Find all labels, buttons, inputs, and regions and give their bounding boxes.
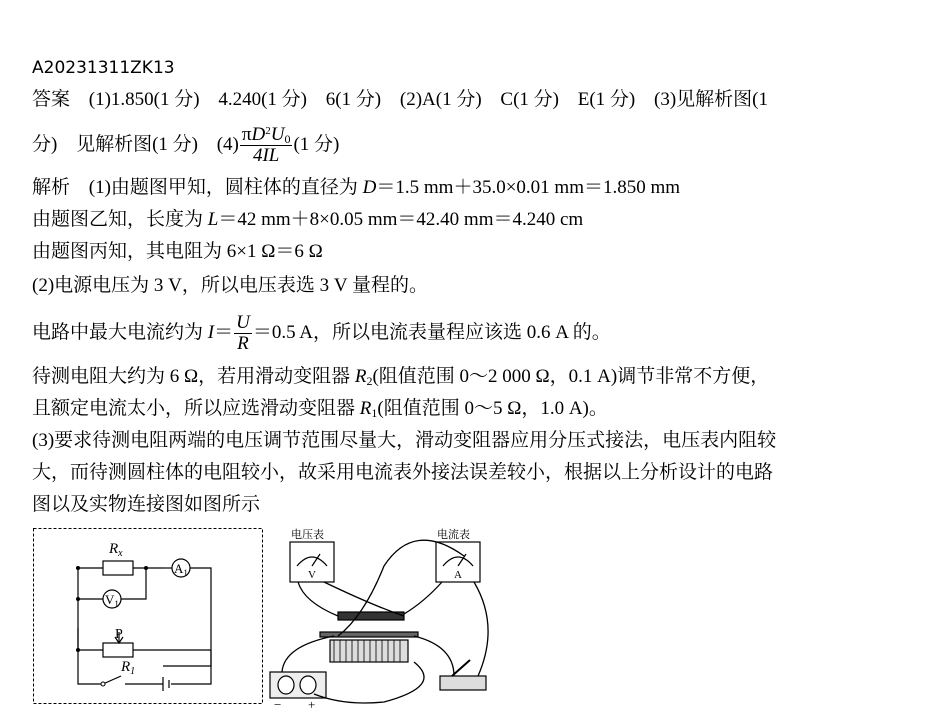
analysis-l6-sub: 2 [366, 374, 373, 388]
analysis-l7-b: (阻值范围 0～5 Ω，1.0 A)。 [377, 398, 608, 419]
ammeter-label: 电流表 [437, 528, 470, 541]
analysis-line-1 [32, 176, 680, 200]
battery-minus: − [274, 697, 282, 710]
analysis-l2-b: ＝42 mm＋8×0.05 mm＝42.40 mm＝4.240 cm [218, 209, 584, 230]
switch-device [440, 676, 486, 690]
label-r1: $R_1$ [121, 659, 136, 677]
answer-part-7: (3)见解析图(1 [654, 89, 768, 110]
analysis-line-5 [32, 309, 611, 357]
answer-part-6: E(1 分) [577, 89, 636, 110]
answer-line-1 [32, 88, 768, 112]
analysis-label: 解析 [32, 177, 71, 198]
frac-den: 4IL [252, 145, 280, 167]
analysis-line-8: (3)要求待测电阻两端的电压调节范围尽量大，滑动变阻器应用分压式接法，电压表内阻较 [32, 430, 777, 451]
frac-sub: 0 [284, 132, 291, 147]
analysis-l6-b: (阻值范围 0～2 000 Ω，0.1 A)调节非常不方便， [372, 366, 770, 387]
analysis-l5-b: ＝0.5 A，所以电流表量程应该选 0.6 A 的。 [252, 322, 611, 343]
voltmeter-label: 电压表 [291, 528, 324, 541]
analysis-line-9: 大，而待测圆柱体的电阻较小，故采用电流表外接法误差较小，根据以上分析设计的电路 [32, 462, 774, 483]
label-rx: $R_x$ [109, 541, 123, 559]
document-code: A20231311ZK13 [32, 58, 175, 78]
answer-part-3: 6(1 分) [325, 89, 382, 110]
analysis-line-4: (2)电源电压为 3 V，所以电压表选 3 V 量程的。 [32, 275, 429, 296]
rheostat-device [330, 640, 408, 662]
answer-part-2: 4.240(1 分) [218, 89, 307, 110]
answer-part-9: 见解析图(1 分) [76, 134, 198, 155]
analysis-l5-fraction [234, 313, 252, 354]
frac-d: D [251, 124, 266, 146]
answer-part-8: 分) [32, 134, 58, 155]
answer-part-10-suffix: (1 分) [293, 134, 340, 155]
analysis-line-6 [32, 365, 769, 389]
analysis-l6-var: R [354, 366, 367, 387]
resistor-rx [103, 561, 133, 575]
answer-part-4: (2)A(1 分) [399, 89, 482, 110]
analysis-l5-den: R [237, 333, 249, 355]
frac-pi: π [241, 124, 252, 146]
analysis-l7-sub: 1 [371, 406, 378, 420]
analysis-l5-a: 电路中最大电流约为 [32, 322, 208, 343]
dashed-border [34, 529, 263, 704]
analysis-line-10: 图以及实物连接图如图所示 [32, 494, 261, 515]
analysis-l5-var: I [207, 322, 215, 343]
answer-fraction [240, 125, 293, 166]
analysis-l1-b: ＝1.5 mm＋35.0×0.01 mm＝1.850 mm [376, 177, 681, 198]
analysis-line-3: 由题图丙知，其电阻为 6×1 Ω＝6 Ω [32, 241, 323, 262]
switch-symbol [103, 676, 121, 684]
analysis-l7-a: 且额定电流太小，所以应选滑动变阻器 [32, 398, 360, 419]
analysis-line-2 [32, 208, 583, 232]
analysis-l5-num: U [236, 312, 250, 334]
label-voltmeter: $V_1$ [105, 592, 119, 609]
analysis-l2-var: L [207, 209, 219, 230]
frac-u: U [270, 124, 285, 146]
analysis-l6-a: 待测电阻大约为 6 Ω，若用滑动变阻器 [32, 366, 355, 387]
circuit-diagram [33, 528, 263, 704]
battery-plus: + [308, 697, 316, 710]
analysis-l5-eq: ＝ [214, 322, 234, 343]
apparatus-diagram [264, 526, 494, 710]
wire-right [163, 568, 211, 666]
analysis-l1-a: (1)由题图甲知，圆柱体的直径为 [88, 177, 363, 198]
analysis-line-7 [32, 397, 608, 421]
label-slider: P [115, 627, 123, 642]
ammeter-face: A [454, 569, 462, 581]
answer-part-1: (1)1.850(1 分) [88, 89, 200, 110]
analysis-l7-var: R [359, 398, 372, 419]
answer-label: 答案 [32, 89, 71, 110]
analysis-l2-a: 由题图乙知，长度为 [32, 209, 208, 230]
resistor-r1 [103, 643, 133, 657]
frac-exp: 2 [265, 125, 271, 138]
answer-part-5: C(1 分) [500, 89, 559, 110]
analysis-l1-var: D [362, 177, 377, 198]
voltmeter-face: V [308, 569, 316, 581]
label-ammeter: $A_1$ [174, 561, 188, 578]
answer-line-2 [32, 121, 339, 169]
battery-symbol [163, 677, 169, 691]
answer-part-10-prefix: (4) [216, 134, 239, 155]
